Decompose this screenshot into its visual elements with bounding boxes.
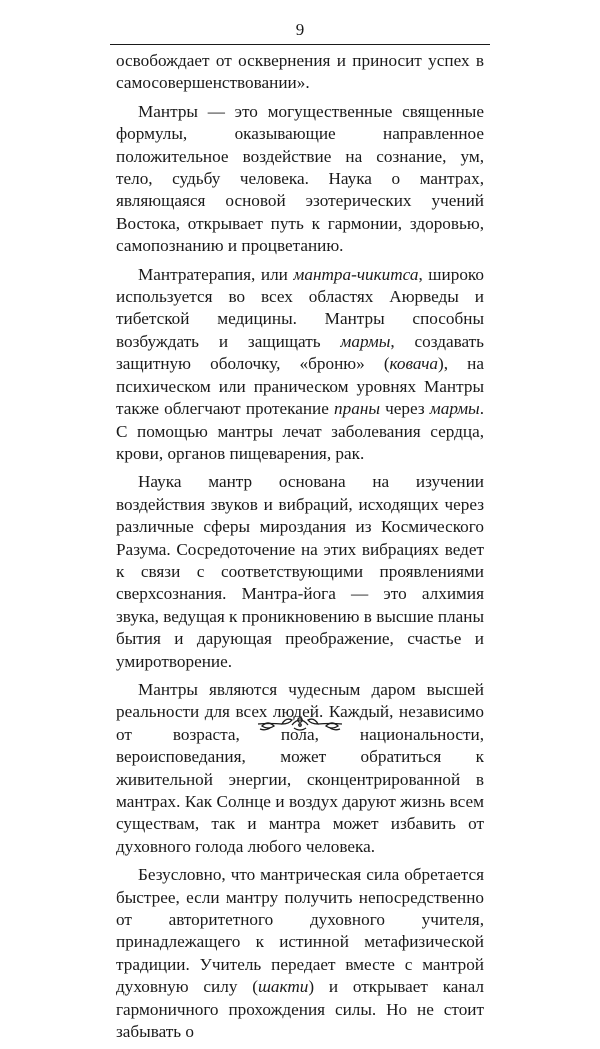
text-run: , широко используется во всех областях Аюрведы и тибетской медицины. Мантры способны возбуждать и защищать — [116, 264, 484, 351]
text-run: . С помощью мантры лечат заболевания сердца, крови, органов пищеварения, рак. — [116, 399, 484, 463]
body-text — [116, 50, 484, 1049]
text-run: Наука мантр основана на изучении воздействия звуков и вибраций, исходящих через различные сферы мироздания из Космического Разума. Сосредоточение на этих вибрациях ведет к связи с соответствующими проявлениями сверхсознания. Мантра-йога — это алхимия звука, ведущая к проникновению в высшие планы бытия и дарующая преображение, счастье и умиротворение. — [116, 472, 485, 671]
header-rule — [110, 44, 490, 45]
italic-term: мармы — [429, 399, 480, 419]
text-run: , создавать защитную оболочку, «броню» ( — [116, 331, 485, 374]
text-run: освобождает от осквернения и приносит успех в самосовершенствовании». — [116, 51, 484, 93]
text-run: Безусловно, что мантрическая сила обретается быстрее, если мантру получить непосредственно от авторитетного духовного учителя, принадлежащего к истинной метафизической традиции. Учитель передает вместе с мантрой духовную силу ( — [116, 865, 484, 997]
italic-term: мармы — [340, 331, 391, 351]
italic-term: шакти — [257, 977, 309, 997]
paragraph-mantras-definition — [116, 101, 484, 258]
paragraph-mantras-gift — [116, 679, 484, 858]
paragraph-mantratherapy — [116, 264, 484, 466]
page-number: 9 — [295, 20, 305, 39]
paragraph-mantra-science — [116, 471, 484, 673]
italic-term: мантра-чикитса — [293, 264, 419, 284]
text-run: ), на психическом или праническом уровнях Мантры также облегчают протекание — [116, 354, 484, 419]
paragraph-continued — [116, 50, 484, 95]
text-run: Мантры — это могущественные священные формулы, оказывающие направленное положительное воздействие на сознание, ум, тело, судьбу человека. Наука о мантрах, являющаяся основой эзотерических учений Востока, открывает путь к гармонии, здоровью, самопознанию и процветанию. — [116, 101, 484, 256]
floral-ornament-icon — [0, 711, 600, 733]
text-run: через — [379, 399, 430, 419]
text-run: Мантры являются чудесным даром высшей реальности для всех людей. Каждый, независимо от возраста, пола, национальности, вероисповедания, может обратиться к живительной энергии, сконцентрированной в мантрах. Как Солнце и воздух даруют жизнь всем существам, так и мантра может избавить от духовного голода любого человека. — [116, 679, 484, 856]
text-run: ) и открывает канал гармоничного прохождения силы. Но не стоит забывать о — [116, 977, 484, 1042]
text-run: Мантратерапия, или — [138, 264, 294, 284]
paragraph-teacher — [116, 864, 484, 1043]
italic-term: ковача — [389, 354, 439, 374]
italic-term: праны — [334, 399, 380, 419]
